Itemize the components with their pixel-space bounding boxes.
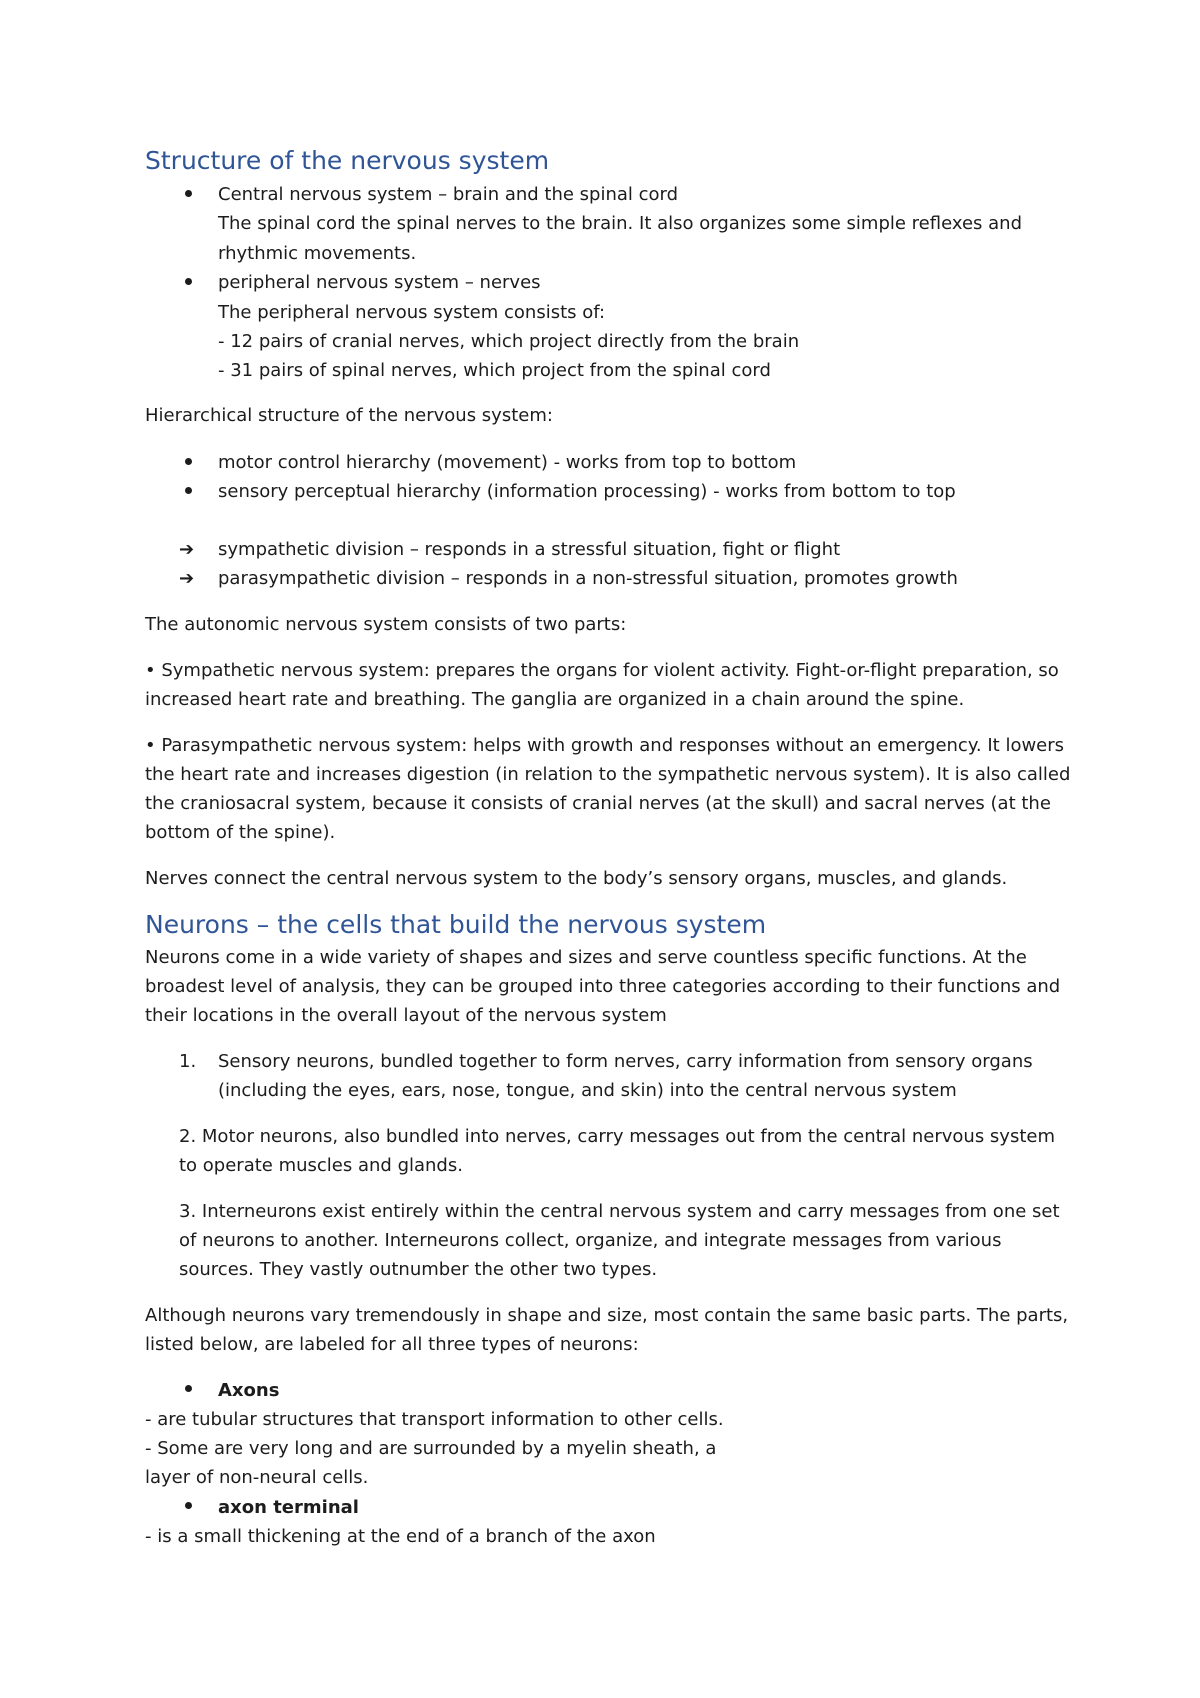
arrow-bullet-icon: ➔ bbox=[179, 568, 195, 589]
section-heading-structure: Structure of the nervous system bbox=[145, 146, 550, 175]
paragraph-line: - Some are very long and are surrounded by a myelin sheath, a bbox=[145, 1438, 717, 1459]
term-axon-terminal: axon terminal bbox=[218, 1497, 359, 1518]
bullet-dot bbox=[185, 487, 192, 494]
bullet-dot bbox=[185, 458, 192, 465]
paragraph-line: - 12 pairs of cranial nerves, which project directly from the brain bbox=[218, 331, 800, 352]
paragraph-line: Neurons come in a wide variety of shapes and sizes and serve countless specific functions. At the bbox=[145, 947, 1027, 968]
paragraph-line: The peripheral nervous system consists of: bbox=[218, 302, 606, 323]
paragraph-line: The spinal cord the spinal nerves to the brain. It also organizes some simple reflexes and bbox=[218, 213, 1022, 234]
paragraph-line: increased heart rate and breathing. The ganglia are organized in a chain around the spine. bbox=[145, 689, 965, 710]
paragraph-line: - are tubular structures that transport information to other cells. bbox=[145, 1409, 724, 1430]
paragraph-line: Hierarchical structure of the nervous system: bbox=[145, 405, 553, 426]
paragraph-line: Nerves connect the central nervous system to the body’s sensory organs, muscles, and glands. bbox=[145, 868, 1008, 889]
bullet-text: sensory perceptual hierarchy (information processing) - works from bottom to top bbox=[218, 481, 956, 502]
list-number: 1. bbox=[179, 1051, 197, 1072]
paragraph-line: the craniosacral system, because it consists of cranial nerves (at the skull) and sacral nerves (at the bbox=[145, 793, 1051, 814]
arrow-bullet-text: parasympathetic division – responds in a non-stressful situation, promotes growth bbox=[218, 568, 958, 589]
paragraph-line: their locations in the overall layout of the nervous system bbox=[145, 1005, 667, 1026]
paragraph-line: The autonomic nervous system consists of two parts: bbox=[145, 614, 627, 635]
paragraph-line: the heart rate and increases digestion (in relation to the sympathetic nervous system). It is also called bbox=[145, 764, 1071, 785]
paragraph-line: broadest level of analysis, they can be grouped into three categories according to their functions and bbox=[145, 976, 1061, 997]
arrow-bullet-text: sympathetic division – responds in a stressful situation, fight or flight bbox=[218, 539, 841, 560]
bullet-dot bbox=[185, 1385, 192, 1392]
list-item-text: of neurons to another. Interneurons collect, organize, and integrate messages from various bbox=[179, 1230, 1002, 1251]
paragraph-line: bottom of the spine). bbox=[145, 822, 336, 843]
paragraph-line: - 31 pairs of spinal nerves, which project from the spinal cord bbox=[218, 360, 771, 381]
paragraph-line: listed below, are labeled for all three types of neurons: bbox=[145, 1334, 639, 1355]
bullet-text: motor control hierarchy (movement) - works from top to bottom bbox=[218, 452, 797, 473]
list-item-text: to operate muscles and glands. bbox=[179, 1155, 463, 1176]
paragraph-line: • Sympathetic nervous system: prepares the organs for violent activity. Fight-or-flight preparation, so bbox=[145, 660, 1059, 681]
bullet-dot bbox=[185, 1502, 192, 1509]
list-item-text: 2. Motor neurons, also bundled into nerves, carry messages out from the central nervous system bbox=[179, 1126, 1056, 1147]
arrow-bullet-icon: ➔ bbox=[179, 539, 195, 560]
list-item-text: (including the eyes, ears, nose, tongue, and skin) into the central nervous system bbox=[218, 1080, 957, 1101]
paragraph-line: Although neurons vary tremendously in shape and size, most contain the same basic parts. The parts, bbox=[145, 1305, 1069, 1326]
list-item-text: Sensory neurons, bundled together to form nerves, carry information from sensory organs bbox=[218, 1051, 1033, 1072]
paragraph-line: layer of non-neural cells. bbox=[145, 1467, 369, 1488]
term-axons: Axons bbox=[218, 1380, 280, 1401]
bullet-dot bbox=[185, 278, 192, 285]
bullet-text: peripheral nervous system – nerves bbox=[218, 272, 541, 293]
list-item-text: 3. Interneurons exist entirely within the central nervous system and carry messages from one set bbox=[179, 1201, 1060, 1222]
paragraph-line: • Parasympathetic nervous system: helps with growth and responses without an emergency. It lowers bbox=[145, 735, 1065, 756]
bullet-text: Central nervous system – brain and the spinal cord bbox=[218, 184, 679, 205]
section-heading-neurons: Neurons – the cells that build the nervous system bbox=[145, 910, 767, 939]
paragraph-line: rhythmic movements. bbox=[218, 243, 417, 264]
paragraph-line: - is a small thickening at the end of a branch of the axon bbox=[145, 1526, 656, 1547]
bullet-dot bbox=[185, 190, 192, 197]
list-item-text: sources. They vastly outnumber the other two types. bbox=[179, 1259, 658, 1280]
